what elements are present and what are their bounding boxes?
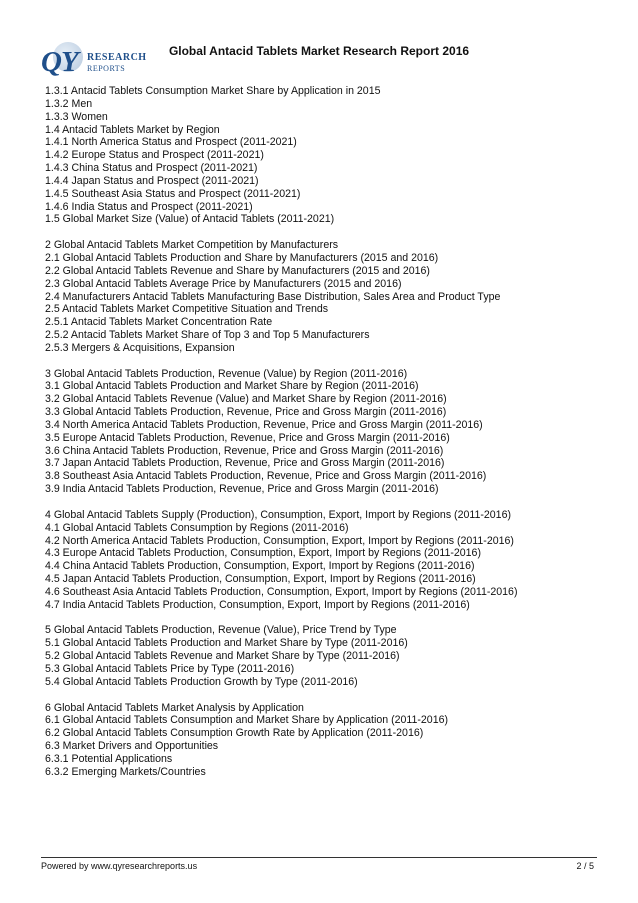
logo-mark: QY [41, 46, 78, 78]
logo-word-research: RESEARCH [87, 52, 147, 63]
toc-entry: 5.3 Global Antacid Tablets Price by Type (2011-2016) [45, 662, 295, 675]
section-gap [45, 496, 605, 509]
toc-entry: 6.2 Global Antacid Tablets Consumption Growth Rate by Application (2011-2016) [45, 727, 424, 740]
toc-entry: 2.5.3 Mergers & Acquisitions, Expansion [45, 341, 235, 354]
toc-entry: 3.1 Global Antacid Tablets Production and Market Share by Region (2011-2016) [45, 380, 419, 393]
toc-entry: 1.4.2 Europe Status and Prospect (2011-2021) [45, 149, 264, 162]
toc-entry: 5.2 Global Antacid Tablets Revenue and Market Share by Type (2011-2016) [45, 650, 400, 663]
section-gap [45, 612, 605, 625]
toc-entry: 2.5.2 Antacid Tablets Market Share of Top 3 and Top 5 Manufacturers [45, 329, 370, 342]
toc-entry: 2 Global Antacid Tablets Market Competition by Manufacturers [45, 239, 339, 252]
toc-entry: 1.4.3 China Status and Prospect (2011-2021) [45, 162, 258, 175]
toc-entry: 1.4.1 North America Status and Prospect (2011-2021) [45, 136, 297, 149]
toc-entry: 6.3.1 Potential Applications [45, 752, 173, 765]
toc-entry: 5 Global Antacid Tablets Production, Revenue (Value), Price Trend by Type [45, 624, 397, 637]
toc-entry: 6.3.2 Emerging Markets/Countries [45, 765, 206, 778]
toc-entry: 3.5 Europe Antacid Tablets Production, Revenue, Price and Gross Margin (2011-2016) [45, 431, 450, 444]
toc-entry: 1.3.2 Men [45, 97, 93, 110]
footer-page-number: 2 / 5 [576, 861, 594, 871]
toc-entry: 4.2 North America Antacid Tablets Production, Consumption, Export, Import by Regions (2011-2016) [45, 534, 514, 547]
toc-entry: 5.4 Global Antacid Tablets Production Growth by Type (2011-2016) [45, 675, 358, 688]
toc-entry: 3.2 Global Antacid Tablets Revenue (Value) and Market Share by Region (2011-2016) [45, 393, 447, 406]
toc-entry: 3.4 North America Antacid Tablets Production, Revenue, Price and Gross Margin (2011-2016) [45, 418, 483, 431]
footer-powered-by: Powered by www.qyresearchreports.us [41, 861, 198, 871]
toc-entry: 3.9 India Antacid Tablets Production, Revenue, Price and Gross Margin (2011-2016) [45, 483, 439, 496]
toc-entry: 2.5.1 Antacid Tablets Market Concentration Rate [45, 316, 273, 329]
toc-entry: 4.7 India Antacid Tablets Production, Consumption, Export, Import by Regions (2011-2016) [45, 598, 470, 611]
table-of-contents [45, 85, 605, 779]
toc-entry: 4.4 China Antacid Tablets Production, Consumption, Export, Import by Regions (2011-2016) [45, 560, 475, 573]
page-title: Global Antacid Tablets Market Research Report 2016 [168, 44, 470, 58]
toc-entry: 2.5 Antacid Tablets Market Competitive Situation and Trends [45, 303, 329, 316]
toc-entry: 6 Global Antacid Tablets Market Analysis by Application [45, 701, 304, 714]
toc-entry: 3.3 Global Antacid Tablets Production, Revenue, Price and Gross Margin (2011-2016) [45, 406, 447, 419]
toc-entry: 4 Global Antacid Tablets Supply (Production), Consumption, Export, Import by Regions (2011-2016) [45, 508, 511, 521]
toc-entry: 3.8 Southeast Asia Antacid Tablets Production, Revenue, Price and Gross Margin (2011-2016) [45, 470, 487, 483]
toc-entry: 1.4.4 Japan Status and Prospect (2011-2021) [45, 174, 259, 187]
section-gap [45, 355, 605, 368]
footer-divider [41, 857, 597, 858]
toc-entry: 2.1 Global Antacid Tablets Production and Share by Manufacturers (2015 and 2016) [45, 251, 439, 264]
section-gap [45, 226, 605, 239]
toc-entry: 3 Global Antacid Tablets Production, Revenue (Value) by Region (2011-2016) [45, 367, 408, 380]
logo-word-reports: REPORTS [87, 64, 126, 73]
toc-entry: 6.3 Market Drivers and Opportunities [45, 740, 219, 753]
toc-entry: 1.3.1 Antacid Tablets Consumption Market Share by Application in 2015 [45, 85, 381, 97]
toc-entry: 4.6 Southeast Asia Antacid Tablets Production, Consumption, Export, Import by Regions (2011-2016) [45, 585, 518, 598]
toc-entry: 2.3 Global Antacid Tablets Average Price by Manufacturers (2015 and 2016) [45, 277, 402, 290]
toc-entry: 2.2 Global Antacid Tablets Revenue and Share by Manufacturers (2015 and 2016) [45, 264, 430, 277]
toc-entry: 2.4 Manufacturers Antacid Tablets Manufacturing Base Distribution, Sales Area and Product Type [45, 290, 501, 303]
toc-entry: 5.1 Global Antacid Tablets Production and Market Share by Type (2011-2016) [45, 637, 408, 650]
toc-entry: 1.5 Global Market Size (Value) of Antacid Tablets (2011-2021) [45, 213, 335, 226]
toc-entry: 4.3 Europe Antacid Tablets Production, Consumption, Export, Import by Regions (2011-2016) [45, 547, 481, 560]
toc-entry: 1.3.3 Women [45, 110, 108, 123]
toc-entry: 4.1 Global Antacid Tablets Consumption by Regions (2011-2016) [45, 521, 349, 534]
toc-entry: 1.4 Antacid Tablets Market by Region [45, 123, 220, 136]
toc-entry: 1.4.5 Southeast Asia Status and Prospect (2011-2021) [45, 187, 301, 200]
toc-entry: 3.6 China Antacid Tablets Production, Revenue, Price and Gross Margin (2011-2016) [45, 444, 444, 457]
section-gap [45, 689, 605, 702]
toc-entry: 1.4.6 India Status and Prospect (2011-2021) [45, 200, 253, 213]
toc-entry: 3.7 Japan Antacid Tablets Production, Revenue, Price and Gross Margin (2011-2016) [45, 457, 445, 470]
toc-entry: 6.1 Global Antacid Tablets Consumption and Market Share by Application (2011-2016) [45, 714, 449, 727]
toc-entry: 4.5 Japan Antacid Tablets Production, Consumption, Export, Import by Regions (2011-2016) [45, 573, 476, 586]
